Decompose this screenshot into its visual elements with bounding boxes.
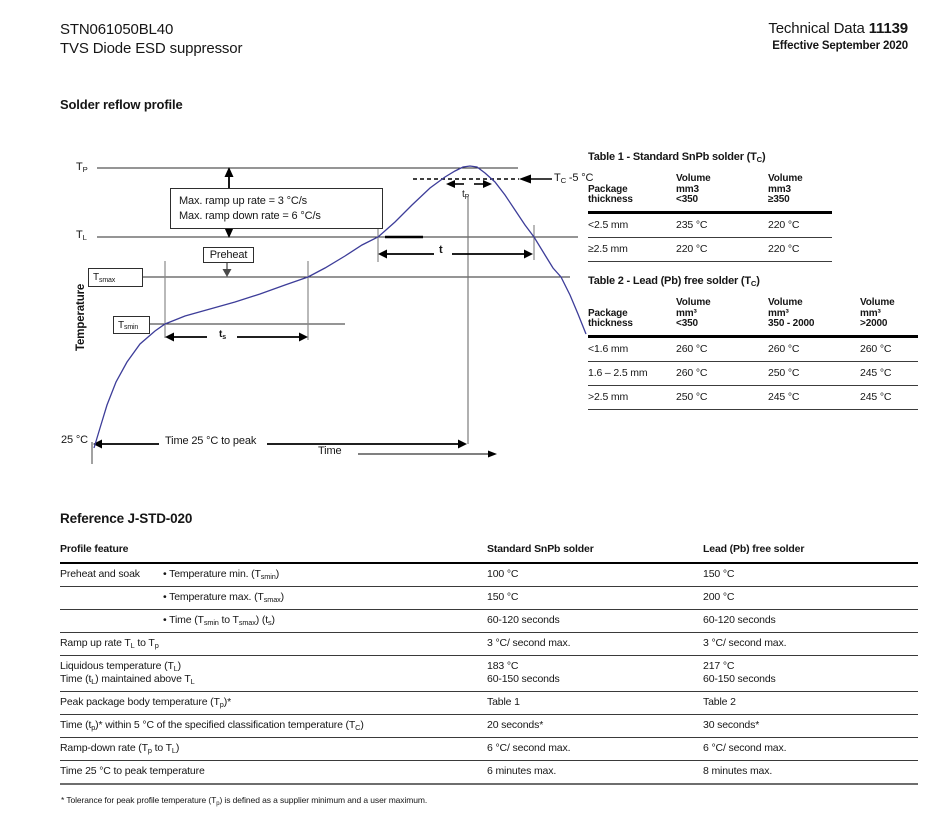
table-cell: ≥2.5 mm: [588, 238, 676, 262]
table-row: [60, 633, 918, 656]
table1-grid: [588, 174, 832, 262]
table-cell: Table 1: [487, 696, 520, 708]
time-axis-label: Time: [318, 445, 342, 457]
preheat-arrowhead-icon: [223, 269, 232, 277]
tsmax-box: [88, 268, 143, 287]
table-row: [60, 761, 918, 785]
temperature-axis-label: Temperature: [75, 283, 87, 351]
table-cell: 60-120 seconds: [487, 614, 560, 626]
table-cell: 150 °C: [487, 591, 519, 603]
table-row: [60, 587, 918, 610]
tp-right-arrowhead-icon: [483, 180, 492, 188]
t-left-arrowhead-icon: [378, 250, 387, 259]
table-cell: 260 °C: [676, 338, 768, 362]
table-cell: 220 °C: [676, 238, 768, 262]
ramp-note-line2: Max. ramp down rate = 6 °C/s: [179, 209, 321, 222]
t-time-label: t: [439, 244, 443, 256]
table-cell: >2.5 mm: [588, 386, 676, 410]
column-header: Lead (Pb) free solder: [703, 543, 805, 555]
table-cell: 260 °C: [860, 338, 918, 362]
profile-feature: • Time ($T_{smin}$ to $T_{smax}$) $(t_s)$: [163, 614, 275, 628]
tsmax-label: $T_{smax}$: [93, 272, 116, 284]
doc-title: [768, 20, 908, 37]
reflow-profile-diagram: [55, 148, 620, 478]
ts-left-arrowhead-icon: [165, 333, 174, 342]
tsmin-box: [113, 316, 150, 334]
temp-25c-label: 25 °C: [61, 434, 88, 446]
time-25c-to-peak-label: Time 25 °C to peak: [165, 435, 257, 447]
table-cell: 250 °C: [768, 362, 860, 386]
table-cell: 3 °C/ second max.: [703, 637, 787, 649]
table2-grid: [588, 298, 918, 410]
column-header: Volume mm³ >2000: [860, 298, 918, 338]
profile-feature: Time $(t_L)$ maintained above $T_L$: [60, 673, 195, 687]
table-cell: 3 °C/ second max.: [487, 637, 571, 649]
profile-feature: Time $(t_p)*$ within 5 °C of the specified classification temperature $(T_C)$: [60, 719, 364, 733]
table-cell: 150 °C: [703, 568, 735, 580]
table-row: [60, 738, 918, 761]
table-row: [60, 610, 918, 633]
table-cell: 30 seconds*: [703, 719, 760, 731]
tp-left-arrowhead-icon: [446, 180, 455, 188]
tp-time-label: $t_P$: [462, 189, 470, 201]
profile-feature: Ramp up rate $T_L$ to $T_p$: [60, 637, 159, 651]
footnote: * Tolerance for peak profile temperature $(T_p)$ is defined as a supplier minimum and a user maximum.: [61, 795, 428, 807]
ttp-right-arrowhead-icon: [458, 440, 467, 449]
time-axis-arrowhead-icon: [488, 451, 497, 458]
table2-lead-free: [588, 275, 918, 410]
column-header: Volume mm³ 350 - 2000: [768, 298, 860, 338]
doc-type: Technical Data: [768, 20, 869, 37]
row-group-label: [60, 591, 163, 604]
table-cell: 60-120 seconds: [703, 614, 776, 626]
ts-time-label: $t_s$: [219, 329, 226, 341]
table-cell: 183 °C: [487, 660, 519, 672]
table-row: [60, 692, 918, 715]
tl-label: $T_L$: [76, 229, 87, 243]
table-cell: 200 °C: [703, 591, 735, 603]
ramp-rate-note-box: [170, 188, 383, 229]
profile-feature: • Temperature max. $(T_{smax})$: [163, 591, 285, 605]
table1-title: Table 1 - Standard SnPb solder $(T_C)$: [588, 151, 766, 165]
table-row: [60, 564, 918, 587]
table-cell: 260 °C: [676, 362, 768, 386]
column-header: Standard SnPb solder: [487, 543, 594, 555]
table-cell: 8 minutes max.: [703, 765, 773, 777]
t-right-arrowhead-icon: [524, 250, 533, 259]
row-group-label: Preheat and soak: [60, 568, 140, 580]
ramp-note-line1: Max. ramp up rate = 3 °C/s: [179, 194, 307, 207]
profile-feature: Ramp-down rate ($T_p$ to $T_L$): [60, 742, 180, 756]
column-header: Package thickness: [588, 185, 676, 214]
section-title: Solder reflow profile: [60, 97, 183, 112]
table-cell: 60-150 seconds: [487, 673, 560, 685]
table-row: [60, 656, 918, 692]
tc-arrowhead-icon: [519, 175, 531, 184]
column-header: Volume mm3 <350: [676, 174, 768, 214]
table1-standard-snpb: [588, 151, 832, 262]
table-cell: 245 °C: [860, 362, 918, 386]
ts-right-arrowhead-icon: [299, 333, 308, 342]
product-name: STN061050BL40: [60, 21, 174, 38]
doc-effective-date: Effective September 2020: [772, 40, 908, 52]
tc-minus5-label: $T_C$ -5 °C: [554, 172, 594, 186]
table-cell: 6 °C/ second max.: [487, 742, 571, 754]
table-cell: 245 °C: [860, 386, 918, 410]
doc-number: 11139: [868, 20, 908, 37]
table-cell: 260 °C: [768, 338, 860, 362]
table-cell: 6 °C/ second max.: [703, 742, 787, 754]
table-cell: 250 °C: [676, 386, 768, 410]
tp-label: $T_P$: [76, 161, 88, 175]
column-header: Volume mm³ <350: [676, 298, 768, 338]
column-header: Package thickness: [588, 309, 676, 338]
table2-title: Table 2 - Lead (Pb) free solder $(T_C)$: [588, 275, 760, 289]
tsmin-label: $T_{smin}$: [118, 319, 139, 332]
table-cell: 100 °C: [487, 568, 519, 580]
table-cell: <1.6 mm: [588, 338, 676, 362]
table-cell: Table 2: [703, 696, 736, 708]
table-cell: 6 minutes max.: [487, 765, 557, 777]
table-cell: 220 °C: [768, 214, 832, 238]
preheat-box: [203, 247, 254, 263]
table-cell: 60-150 seconds: [703, 673, 776, 685]
table-cell: 220 °C: [768, 238, 832, 262]
reference-table: [60, 543, 918, 785]
row-group-label: [60, 614, 163, 627]
table-cell: <2.5 mm: [588, 214, 676, 238]
table-row: [60, 715, 918, 738]
profile-feature: Liquidous temperature $(T_L)$: [60, 660, 182, 674]
table-header-row: [60, 543, 918, 564]
profile-feature: Peak package body temperature $(T_p)*$: [60, 696, 232, 710]
preheat-label: Preheat: [209, 249, 248, 261]
profile-feature: Time 25 °C to peak temperature: [60, 765, 205, 777]
table-cell: 235 °C: [676, 214, 768, 238]
table-cell: 245 °C: [768, 386, 860, 410]
profile-feature: • Temperature min. $(T_{smin})$: [163, 568, 280, 582]
table-cell: 217 °C: [703, 660, 735, 672]
table-cell: 20 seconds*: [487, 719, 544, 731]
table-cell: 1.6 – 2.5 mm: [588, 362, 676, 386]
column-header: Volume mm3 ≥350: [768, 174, 832, 214]
product-subtitle: TVS Diode ESD suppressor: [60, 40, 243, 57]
column-header: Profile feature: [60, 543, 129, 555]
reference-heading: Reference J-STD-020: [60, 511, 193, 526]
